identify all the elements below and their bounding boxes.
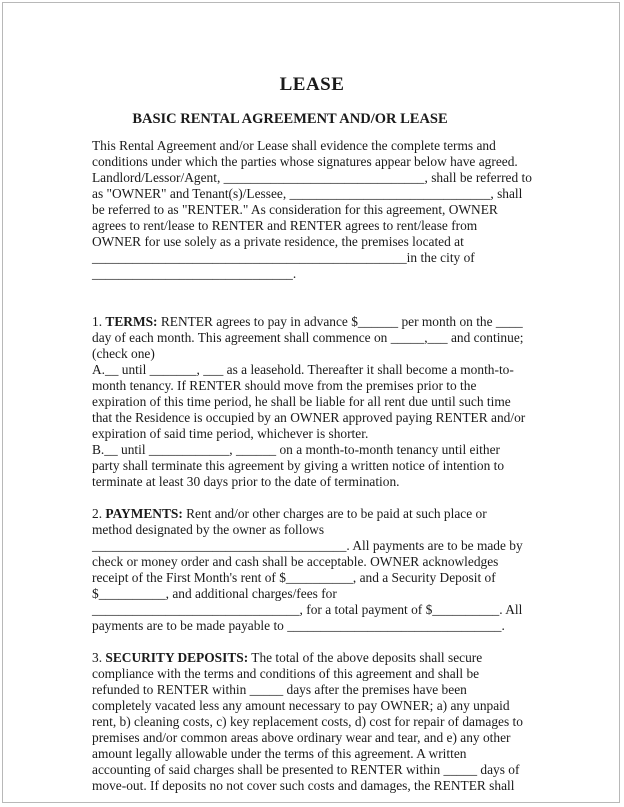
deposits-line: move-out. If deposits no not cover such costs and damages, the RENTER shall	[92, 778, 515, 793]
payments-line: receipt of the First Month's rent of $__________, and a Security Deposit of	[92, 570, 496, 585]
section-number: 1.	[92, 314, 103, 329]
deposits-line: premises and/or common areas above ordinary wear and tear, and e) any other	[92, 730, 511, 745]
terms-line: month tenancy. If RENTER should move from the premises prior to the	[92, 378, 477, 393]
intro-line: This Rental Agreement and/or Lease shall evidence the complete terms and	[92, 138, 496, 153]
deposits-line: completely vacated less any amount necessary to pay OWNER; a) any unpaid	[92, 698, 510, 713]
intro-line: _______________________________________________in the city of	[92, 250, 475, 265]
payments-section	[92, 506, 532, 634]
payments-line: method designated by the owner as follows	[92, 522, 325, 537]
deposits-first-line	[92, 650, 532, 666]
terms-line: expiration of said time period, whichever is shorter.	[92, 426, 369, 441]
deposits-line: compliance with the terms and conditions of this agreement and shall be	[92, 666, 480, 681]
deposits-line: amount legally allowable under the terms of this agreement. A written	[92, 746, 467, 761]
payments-line: ______________________________________. All payments are to be made by	[92, 538, 523, 553]
deposits-line: refunded to RENTER within _____ days after the premises have been	[92, 682, 467, 697]
document-subtitle: BASIC RENTAL AGREEMENT AND/OR LEASE	[132, 111, 448, 127]
intro-line: Landlord/Lessor/Agent, ______________________________, shall be referred to	[92, 170, 532, 185]
payments-line: $__________, and additional charges/fees for	[92, 586, 337, 601]
intro-line: as "OWNER" and Tenant(s)/Lessee, ______________________________, shall	[92, 186, 523, 201]
intro-line: agrees to rent/lease to RENTER and RENTER agrees to rent/lease from	[92, 218, 478, 233]
payments-line: payments are to be made payable to ________________________________.	[92, 618, 505, 633]
deposits-line: rent, b) cleaning costs, c) key replacement costs, d) cost for repair of damages to	[92, 714, 523, 729]
security-deposits-section	[92, 650, 532, 794]
section-number: 2.	[92, 506, 103, 521]
terms-line: (check one)	[92, 346, 155, 361]
paragraph-gap	[92, 490, 532, 506]
intro-line: OWNER for use solely as a private residence, the premises located at	[92, 234, 464, 249]
intro-paragraph	[92, 138, 532, 282]
section-heading: PAYMENTS:	[105, 506, 183, 521]
section-heading: TERMS:	[105, 314, 158, 329]
terms-section	[92, 314, 532, 490]
terms-line: RENTER agrees to pay in advance $______ per month on the ____	[157, 314, 523, 329]
payments-line: check or money order and cash shall be acceptable. OWNER acknowledges	[92, 554, 499, 569]
terms-line: A.__ until _______, ___ as a leasehold. Thereafter it shall become a month-to-	[92, 362, 514, 377]
terms-line: terminate at least 30 days prior to the date of termination.	[92, 474, 400, 489]
terms-line: that the Residence is occupied by an OWNER approved paying RENTER and/or	[92, 410, 526, 425]
terms-line: expiration of this time period, he shall be liable for all rent due until such time	[92, 394, 511, 409]
paragraph-gap	[92, 634, 532, 650]
paragraph-gap	[92, 298, 532, 314]
section-heading: SECURITY DEPOSITS:	[105, 650, 249, 665]
payments-line: Rent and/or other charges are to be paid at such place or	[182, 506, 487, 521]
terms-line: party shall terminate this agreement by giving a written notice of intention to	[92, 458, 505, 473]
paragraph-gap	[92, 282, 532, 298]
payments-line: _______________________________, for a total payment of $__________. All	[92, 602, 523, 617]
payments-first-line	[92, 506, 532, 522]
intro-line: be referred to as "RENTER." As consideration for this agreement, OWNER	[92, 202, 498, 217]
intro-line: conditions under which the parties whose signatures appear below have agreed.	[92, 154, 518, 169]
document-body	[92, 138, 532, 794]
intro-line: ______________________________.	[92, 266, 297, 281]
terms-first-line	[92, 314, 532, 330]
deposits-line: accounting of said charges shall be presented to RENTER within _____ days of	[92, 762, 520, 777]
section-number: 3.	[92, 650, 103, 665]
terms-line: day of each month. This agreement shall commence on _____,___ and continue;	[92, 330, 524, 345]
terms-line: B.__ until ____________, ______ on a month-to-month tenancy until either	[92, 442, 500, 457]
document-title: LEASE	[279, 74, 345, 95]
deposits-line: The total of the above deposits shall secure	[248, 650, 483, 665]
